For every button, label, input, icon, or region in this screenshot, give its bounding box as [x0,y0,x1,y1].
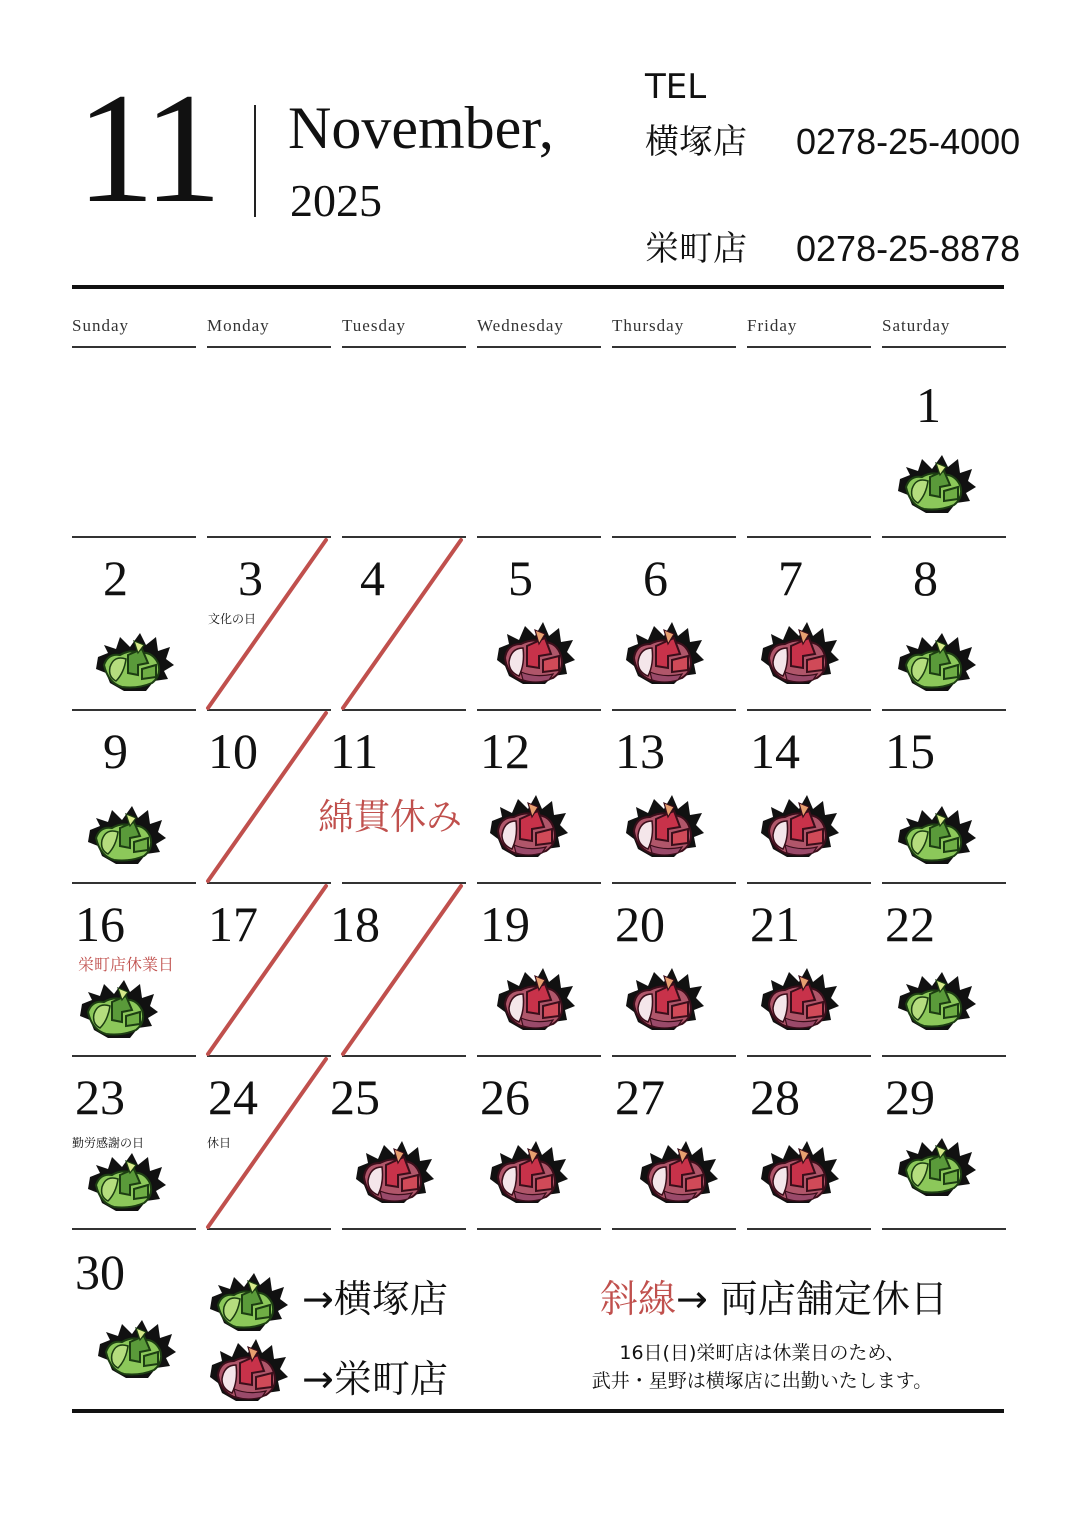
day-12[interactable]: 12 [480,723,530,779]
succulent-green-icon [96,1312,178,1380]
succulent-red-icon [638,1137,720,1205]
legend-succulent-red-icon [208,1335,290,1403]
succulent-red-icon [624,964,706,1032]
weekday-friday: Friday [747,316,798,335]
year: 2025 [290,175,382,226]
weekday-sunday: Sunday [72,316,129,335]
store-yokozuka-phone[interactable]: 0278-25-4000 [796,121,1021,162]
succulent-red-icon [488,791,570,859]
succulent-red-icon [488,1137,570,1205]
month-number: 11 [76,61,217,236]
day-5[interactable]: 5 [508,550,533,606]
legend-hatch-label: → 両店舗定休日 [676,1277,948,1321]
day-10[interactable]: 10 [208,723,258,779]
day-1[interactable]: 1 [916,377,941,433]
day-22[interactable]: 22 [885,896,935,952]
succulent-green-icon [896,625,978,693]
succulent-green-icon [896,964,978,1032]
day-30[interactable]: 30 [75,1244,125,1300]
legend-succulent-green-icon [208,1265,290,1333]
succulent-green-icon [86,798,168,866]
watanuki-closed-note: 綿貫休み [318,797,463,838]
succulent-green-icon [86,1145,168,1213]
tel-label: TEL [645,67,707,107]
holiday-note-bunka: 文化の日 [208,612,257,626]
legend-hatch-word: 斜線 [600,1277,677,1321]
succulent-green-icon [78,972,160,1040]
legend-yokozuka-label: →横塚店 [302,1277,448,1321]
day-28[interactable]: 28 [750,1069,800,1125]
succulent-red-icon [759,964,841,1032]
succulent-green-icon [896,798,978,866]
day-18[interactable]: 18 [330,896,380,952]
store-sakaemachi-phone[interactable]: 0278-25-8878 [796,228,1021,269]
day-2[interactable]: 2 [103,550,128,606]
day-17[interactable]: 17 [208,896,258,952]
day-25[interactable]: 25 [330,1069,380,1125]
day-4[interactable]: 4 [360,550,385,606]
succulent-green-icon [896,447,978,515]
holiday-note-kinro: 勤労感謝の日 [72,1136,145,1150]
day-7[interactable]: 7 [778,550,803,606]
day-15[interactable]: 15 [885,723,935,779]
weekday-tuesday: Tuesday [342,316,406,335]
succulent-red-icon [495,964,577,1032]
holiday-note-kyujitsu: 休日 [207,1136,232,1150]
succulent-red-icon [624,618,706,686]
day-16[interactable]: 16 [75,896,125,952]
day-3[interactable]: 3 [238,550,263,606]
staff-notice-line1: 16日(日)栄町店は休業日のため、 [619,1342,905,1364]
staff-notice [552,1340,972,1395]
weekday-wednesday: Wednesday [477,316,564,335]
weekday-monday: Monday [207,316,270,335]
day-9[interactable]: 9 [103,723,128,779]
legend-sakaemachi-label: →栄町店 [302,1357,448,1401]
day-21[interactable]: 21 [750,896,800,952]
succulent-red-icon [759,791,841,859]
succulent-green-icon [896,1130,978,1198]
weekday-saturday: Saturday [882,316,951,335]
day-19[interactable]: 19 [480,896,530,952]
day-11[interactable]: 11 [330,723,379,779]
store-sakaemachi-name: 栄町店 [645,229,747,269]
day-13[interactable]: 13 [615,723,665,779]
store-yokozuka-name: 横塚店 [645,122,747,162]
succulent-red-icon [495,618,577,686]
day-6[interactable]: 6 [643,550,668,606]
day-23[interactable]: 23 [75,1069,125,1125]
day-24[interactable]: 24 [208,1069,258,1125]
sakaemachi-closed-note: 栄町店休業日 [78,955,175,974]
day-20[interactable]: 20 [615,896,665,952]
month-name: November, [288,95,554,161]
day-14[interactable]: 14 [750,723,800,779]
day-27[interactable]: 27 [615,1069,665,1125]
succulent-red-icon [624,791,706,859]
staff-notice-line2: 武井・星野は横塚店に出勤いたします。 [591,1369,933,1392]
succulent-red-icon [354,1137,436,1205]
bottom-rule [72,1409,1004,1413]
legend-hatch [600,1277,948,1321]
day-8[interactable]: 8 [913,550,938,606]
day-26[interactable]: 26 [480,1069,530,1125]
succulent-red-icon [759,618,841,686]
weekday-thursday: Thursday [612,316,685,335]
day-29[interactable]: 29 [885,1069,935,1125]
succulent-red-icon [759,1137,841,1205]
succulent-green-icon [94,625,176,693]
